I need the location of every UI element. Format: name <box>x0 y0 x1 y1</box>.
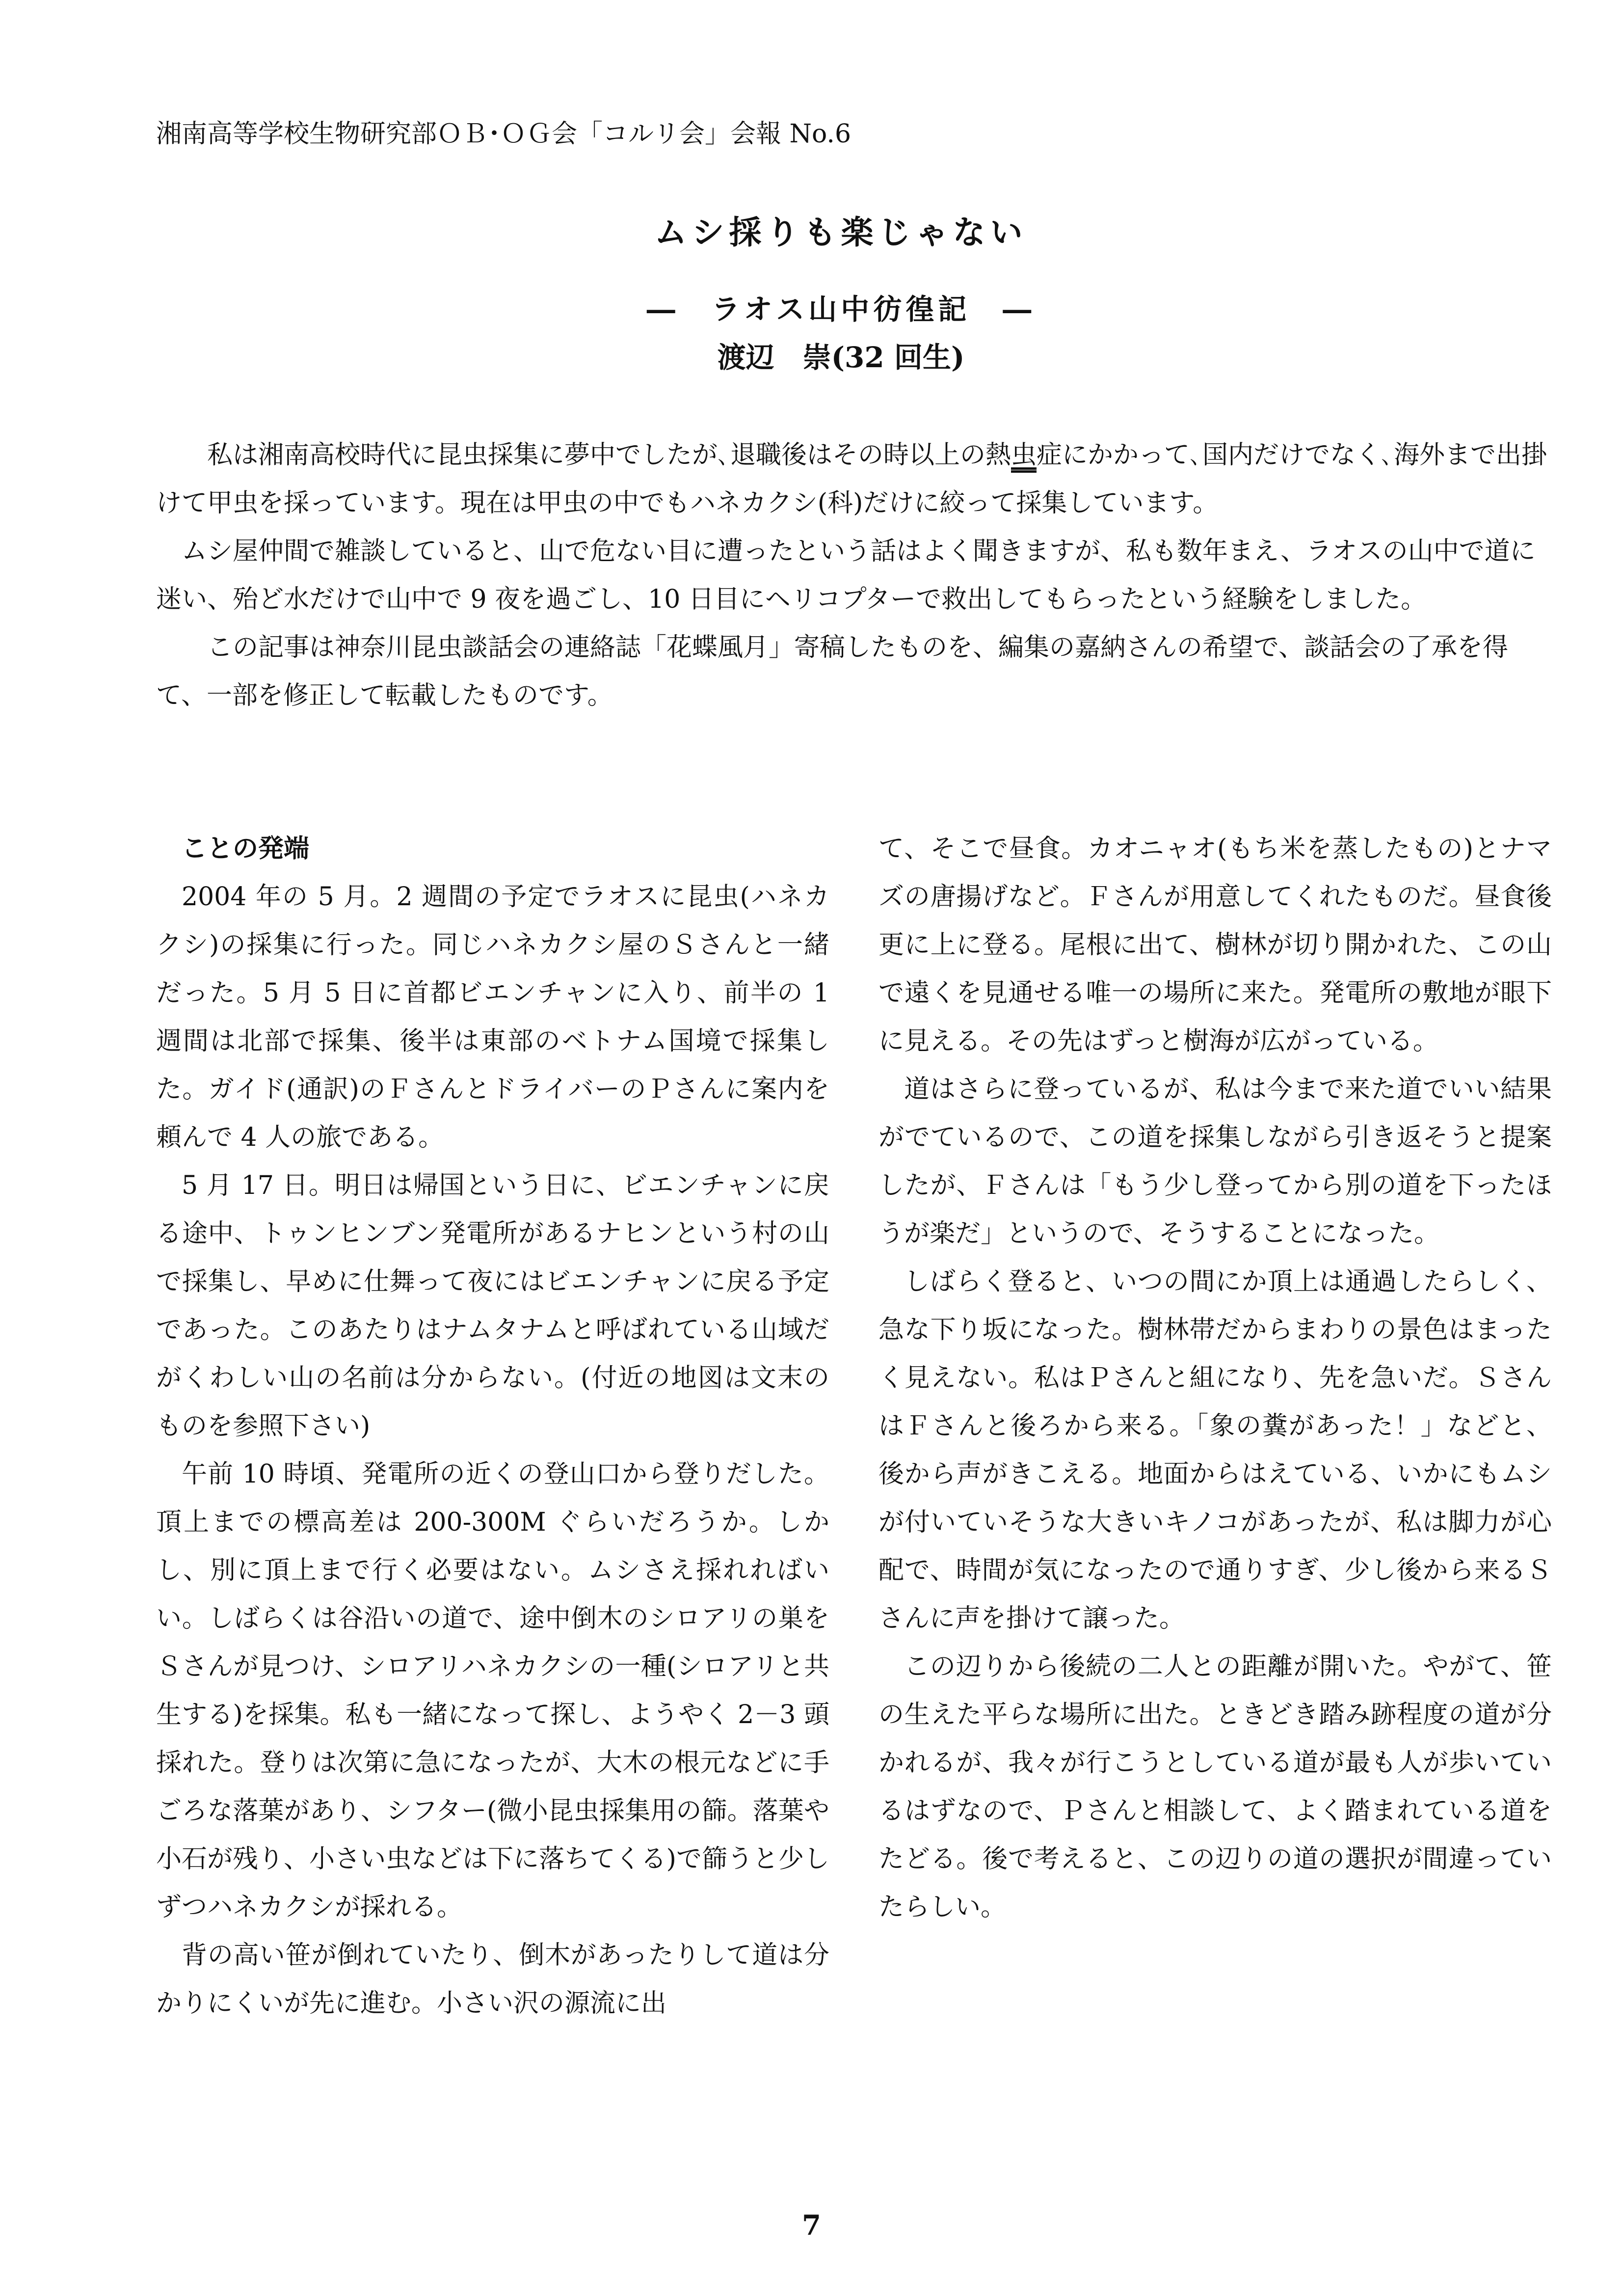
article-title: ムシ採りも楽じゃない <box>654 213 1028 251</box>
intro-paragraph: ムシ屋仲間で雑談していると、山で危ない目に遭ったという話はよく聞きますが、私も数年まえ、ラオスの山中で道に迷い、殆ど水だけで山中で 9 夜を過ごし、10 日目にヘリコプターで救出してもらったという経験をしました。 <box>156 537 1536 614</box>
intro-paragraph: この記事は神奈川昆虫談話会の連絡誌「花蝶風月」寄稿したものを、編集の嘉納さんの希望で、談話会の了承を得て、一部を修正して転載したものです。 <box>156 633 1508 710</box>
body-paragraph: 背の高い笹が倒れていたり、倒木があったりして道は分かりにくいが先に進む。小さい沢の源流に出 <box>156 1941 829 2018</box>
section-heading: ことの発端 <box>182 834 310 864</box>
intro-section <box>156 431 1550 720</box>
left-column <box>156 825 829 2027</box>
body-paragraph-continued: て、そこで昼食。カオニャオ(もち米を蒸したもの)とナマズの唐揚げなど。Ｆさんが用意してくれたものだ。昼食後更に上に登る。尾根に出て、樹林が切り開かれた、この山で遠くを見通せる唯一の場所に来た。発電所の敷地が眼下に見える。その先はずっと樹海が広がっている。 <box>878 834 1552 1056</box>
right-column <box>878 825 1552 1931</box>
body-paragraph: 道はさらに登っているが、私は今まで来た道でいい結果がでているので、この道を採集しながら引き返そうと提案したが、Ｆさんは「もう少し登ってから別の道を下ったほうが楽だ」というので、そうすることになった。 <box>878 1075 1552 1248</box>
newsletter-header: 湘南高等学校生物研究部ＯＢ･ＯＧ会「コルリ会」会報 No.6 <box>156 119 851 149</box>
body-paragraph: しばらく登ると、いつの間にか頂上は通過したらしく、急な下り坂になった。樹林帯だからまわりの景色はまったく見えない。私はＰさんと組になり、先を急いだ。ＳさんはＦさんと後ろから来る。「象の糞があった！」などと、後から声がきこえる。地面からはえている、いかにもムシが付いていそうな大きいキノコがあったが、私は脚力が心配で、時間が気になったので通りすぎ、少し後から来るＳさんに声を掛けて譲った。 <box>878 1267 1552 1633</box>
body-paragraph: 2004 年の 5 月。2 週間の予定でラオスに昆虫(ハネカクシ)の採集に行った。同じハネカクシ屋のＳさんと一緒だった。5 月 5 日に首都ビエンチャンに入り、前半の 1 週間は北部で採集、後半は東部のベトナム国境で採集した。ガイド(通訳)のＦさんとドライバーのＰさんに案内を頼んで 4 人の旅である。 <box>156 882 829 1152</box>
body-paragraph: この辺りから後続の二人との距離が開いた。やがて、笹の生えた平らな場所に出た。ときどき踏み跡程度の道が分かれるが、我々が行こうとしている道が最も人が歩いているはずなので、Ｐさんと相談して、よく踏まれている道をたどる。後で考えると、この辺りの道の選択が間違っていたらしい。 <box>878 1652 1552 1922</box>
intro-paragraph <box>156 431 1550 527</box>
body-paragraph: 5 月 17 日。明日は帰国という日に、ビエンチャンに戻る途中、トゥンヒンブン発電所があるナヒンという村の山で採集し、早めに仕舞って夜にはビエンチャンに戻る予定であった。このあたりはナムタナムと呼ばれている山域だがくわしい山の名前は分からない。(付近の地図は文末のものを参照下さい) <box>156 1171 829 1441</box>
intro-text: 症にかかって､国内だけでなく､海外まで出掛けて甲虫を採っています。現在は甲虫の中でもハネカクシ(科)だけに絞って採集しています。 <box>156 440 1547 518</box>
article-author: 渡辺 崇(32 回生) <box>717 341 965 374</box>
underlined-char: 虫 <box>1011 440 1037 470</box>
article-subtitle: ― ラオス山中彷徨記 ― <box>646 293 1036 326</box>
intro-text: 私は湘南高校時代に昆虫採集に夢中でしたが､退職後はその時以上の熱 <box>207 440 1011 470</box>
page-number: 7 <box>802 2209 821 2242</box>
body-paragraph: 午前 10 時頃、発電所の近くの登山口から登りだした。頂上までの標高差は 200-300M ぐらいだろうか。しかし、別に頂上まで行く必要はない。ムシさえ採れればいい。しばらくは谷沿いの道で、途中倒木のシロアリの巣をＳさんが見つけ、シロアリハネカクシの一種(シロアリと共生する)を採集。私も一緒になって探し、ようやく 2－3 頭採れた。登りは次第に急になったが、大木の根元などに手ごろな落葉があり、シフター(微小昆虫採集用の篩。落葉や小石が残り、小さい虫などは下に落ちてくる)で篩うと少しずつハネカクシが採れる。 <box>156 1459 829 1922</box>
